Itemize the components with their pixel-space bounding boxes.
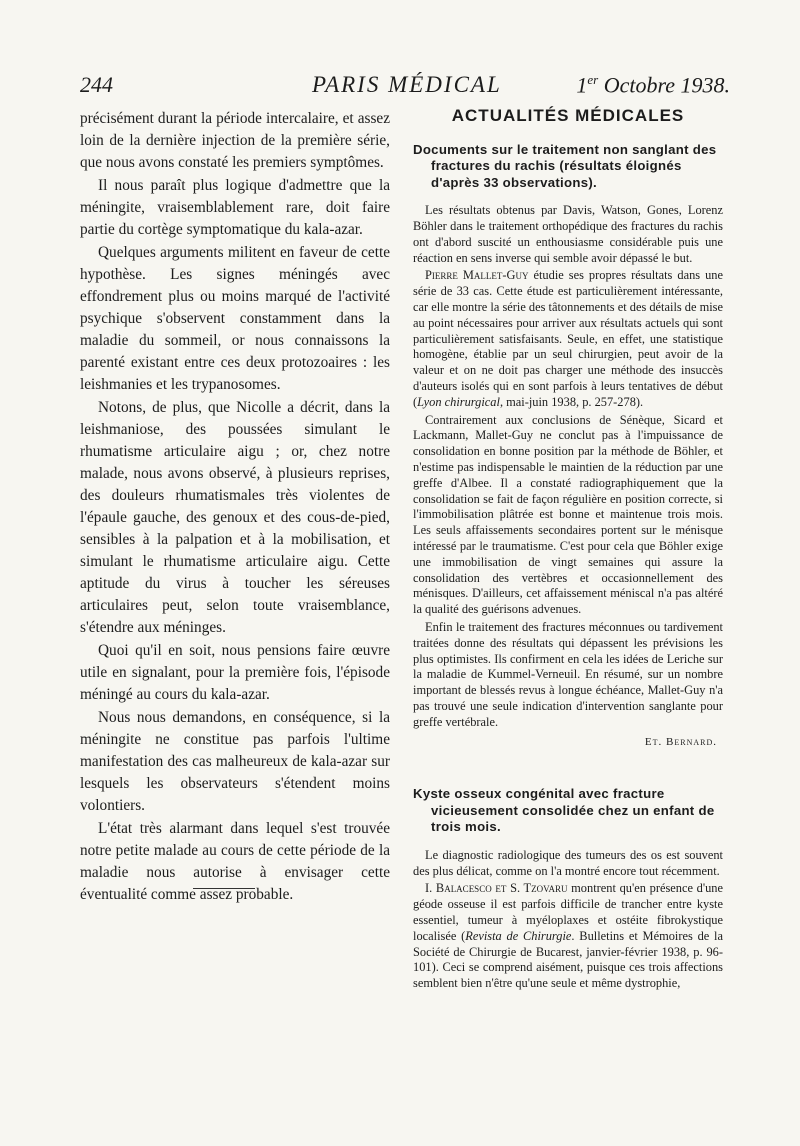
author-names: I. Balacesco et S. Tzovaru — [425, 881, 568, 896]
article-1-paragraph-2-text: étudie ses propres résultats dans une série de 33 cas. Cette étude est particulièrement intéressante, car elle montre la série des tâtonnements et des détails de mise au point nécessaires pour arriver aux résultats actuels qui sont particulièrement satisfaisants. Seule, en effet, une statistique homogène, établie par un seul chirurgien, peut avoir de la valeur et on ne doit pas charger une méthode des insuccès d'auteurs isolés qui en sont parfois à leurs tentatives de début ( — [413, 268, 723, 409]
article-2-paragraph-1: Le diagnostic radiologique des tumeurs des os est souvent des plus délicat, comme on l'a montré encore tout récemment. — [413, 847, 723, 878]
article-1-title: Documents sur le traitement non sanglant des fractures du rachis (résultats éloignés d'après 33 observations). — [413, 141, 717, 190]
left-paragraph-5: Quoi qu'il en soit, nous pensions faire œuvre utile en signalant, pour la première fois, l'épisode méningé au cours du kala-azar. — [80, 642, 390, 703]
article-1-signature: Et. Bernard. — [644, 735, 717, 748]
article-2-paragraph-2 — [413, 881, 723, 992]
left-paragraph-2: Il nous paraît plus logique d'admettre que la méningite, vraisemblablement rare, doit faire partie du cortège symptomatique du kala-azar. — [80, 177, 390, 238]
date-rest: Octobre 1938. — [603, 72, 730, 98]
article-1-paragraph-3: Contrairement aux conclusions de Sénèque, Sicard et Lackmann, Mallet-Guy ne conclut pas à l'impuissance de consolidation en bonne position par la méthode de Böhler, et n'estime pas indispensable le maintien de la réduction par une greffe d'Albee. Il a constaté radiographiquement que la consolidation se fait de façon régulière en position correcte, si l'immobilisation plâtrée est bonne et maintenue trois mois. Les seuls affaissements secondaires portent sur le ménisque intéressé par le traumatisme. C'est pour cela que Böhler exige une immobilisation de vingt semaines qui assure la consolidation des vertèbres et occasionnellement des ménisques. D'ailleurs, cet affaissement méniscal n'a pas altéré la qualité des guérisons advenues. — [413, 412, 723, 617]
left-paragraph-6: Nous nous demandons, en conséquence, si la méningite ne constitue pas parfois l'ultime manifestation des cas malheureux de kala-azar sur lesquels les observateurs s'étendent moins volontiers. — [80, 709, 390, 814]
journal-citation: Lyon chirurgical — [417, 394, 500, 409]
section-title: ACTUALITÉS MÉDICALES — [451, 106, 685, 125]
date-day: 1 — [576, 72, 588, 98]
article-1-paragraph-2 — [413, 268, 723, 410]
article-2-paragraph-2-text: montrent qu'en présence d'une géode osseuse il est parfois difficile de trancher entre kyste essentiel, tumeur à myéloplaxes et ostéite fibrokystique localisée ( — [413, 881, 723, 943]
date-superscript: er — [587, 72, 599, 87]
page-number: 244 — [80, 72, 113, 97]
citation-reference: . Bulletins et Mémoires de la Société de Chirurgie de Bucarest, janvier-février 1938, p. 96-101). Ceci se comprend aisément, puisque ces trois affections semblent bien n'être qu'une seule et même dystrophie, — [413, 928, 724, 991]
left-paragraph-3: Quelques arguments militent en faveur de cette hypothèse. Les signes méningés avec effondrement plus ou moins marqué de l'activité psychique s'observent constamment dans la maladie du sommeil, or nous connaissons la parenté existant entre ces deux protozoaires : les leishmanies et les trypanosomes. — [80, 244, 390, 393]
left-paragraph-7: L'état très alarmant dans lequel s'est trouvée notre petite malade au cours de cette période de la maladie nous autorise à envisager cette éventualité comme assez probable. — [80, 820, 390, 903]
article-1-paragraph-1: Les résultats obtenus par Davis, Watson, Gones, Lorenz Böhler dans le traitement orthopédique des fractures du rachis ont d'abord suscité un enthousiasme considérable puis une réaction en sens inverse qui semble avoir dépassé le but. — [413, 203, 723, 265]
left-paragraph-4: Notons, de plus, que Nicolle a décrit, dans la leishmaniose, des poussées simulant le rhumatisme articulaire aigu ; or, chez notre malade, nous avons observé, à plusieurs reprises, des douleurs rhumatismales très violentes de l'épaule gauche, des genoux et des cous-de-pied, sensibles à la palpation et à la mobilisation, et simulant le rhumatisme articulaire aigu. Cette aptitude du virus à toucher les séreuses articulaires peut, selon toute vraisemblance, s'étendre aux méninges. — [80, 399, 390, 636]
article-2-title: Kyste osseux congénital avec fracture vicieusement consolidée chez un enfant de trois mois. — [413, 786, 715, 835]
journal-title: PARIS MÉDICAL — [312, 72, 502, 97]
right-column — [413, 108, 723, 994]
left-column — [80, 108, 390, 907]
journal-citation: Revista de Chirurgie — [465, 928, 572, 943]
left-paragraph-1: précisément durant la période intercalaire, et assez loin de la dernière injection de la première série, que nous avons constaté les premiers symptômes. — [80, 110, 390, 171]
issue-date — [576, 72, 730, 98]
running-header — [80, 72, 730, 102]
article-1-paragraph-4: Enfin le traitement des fractures méconnues ou tardivement traitées donne des résultats qui dépassent les prévisions les plus optimistes. Ils confirment en cela les idées de Leriche sur la maladie de Kummel-Verneuil. En résumé, sur un nombre important de blessés revus à longue échéance, Mallet-Guy n'a pas trouvé une seule indication d'intervention sanglante pour greffe vertébrale. — [413, 620, 723, 729]
column-end-rule — [193, 888, 255, 889]
citation-reference: , mai-juin 1938, p. 257-278). — [499, 394, 644, 409]
author-name: Pierre Mallet-Guy — [425, 268, 529, 283]
